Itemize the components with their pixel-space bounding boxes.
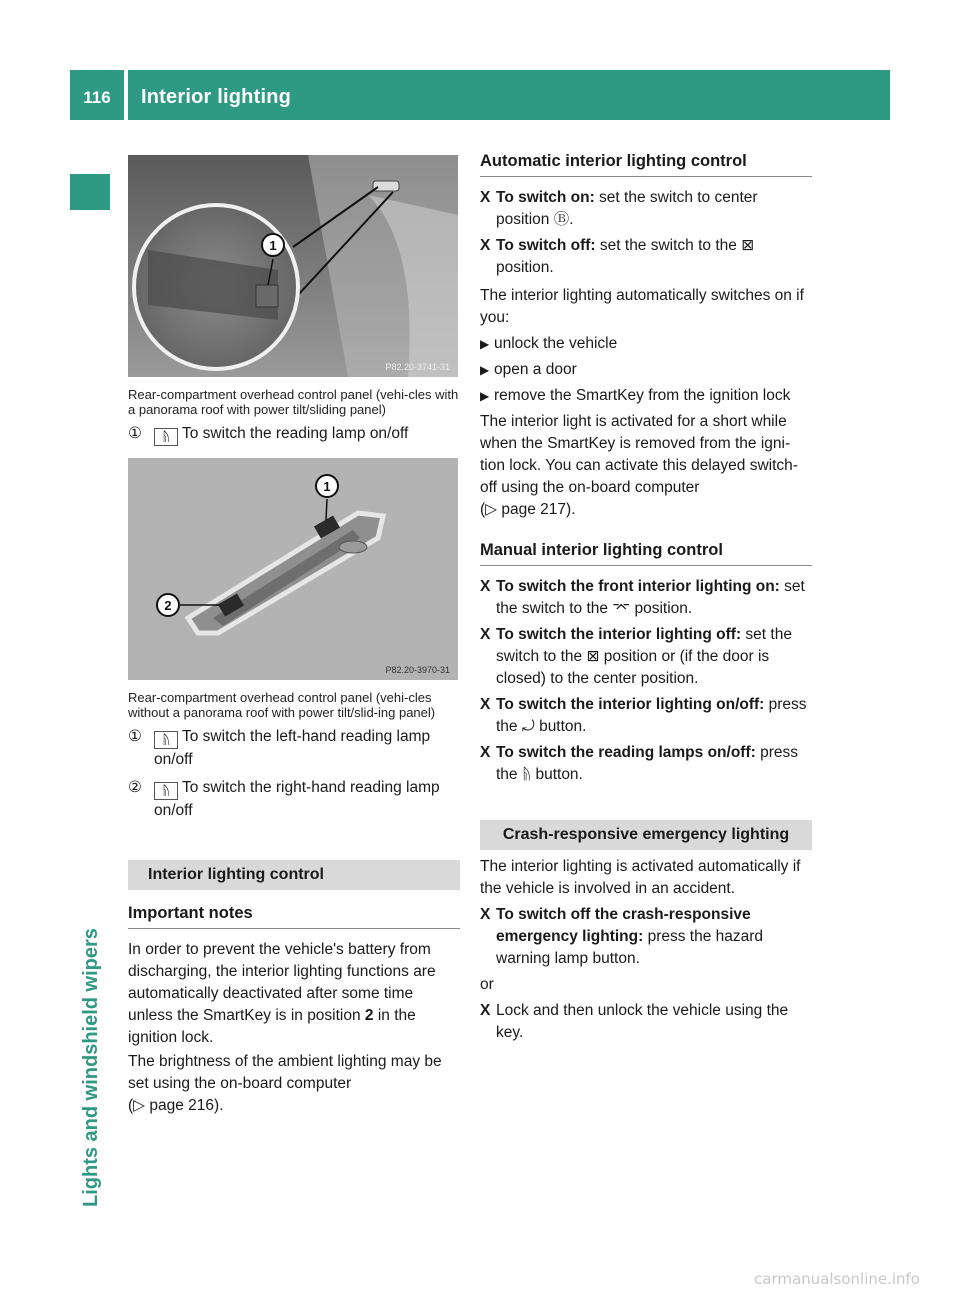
reading-lamp-icon: ᚥ [154, 782, 178, 800]
important-notes-paragraph-1: In order to prevent the vehicle's battery from discharging, the interior lighting functions are automatically deactivated after some time unless the SmartKey is in position 2 in the ignition lock. [128, 941, 436, 1046]
subheading-important-notes: Important notes [128, 902, 460, 929]
step-marker-icon: X [480, 626, 491, 643]
figure2-photo-code: P82.20-3970-31 [385, 665, 450, 675]
step-marker-icon: X [480, 578, 491, 595]
figure2-callout-2: 2 [164, 598, 172, 613]
reading-lamp-icon: ᚥ [154, 731, 178, 749]
figure1-legend-row-1 [128, 423, 460, 446]
watermark: carmanualsonline.info [754, 1270, 920, 1288]
legend-number: ② [128, 779, 142, 796]
bullet-icon: ▶ [480, 363, 490, 377]
step-lighting-toggle: X To switch the interior lighting on/off: press the ⤾ button. [480, 694, 812, 738]
figure2-legend-row-1 [128, 726, 460, 771]
step-marker-icon: X [480, 1002, 491, 1019]
step-marker-icon: X [480, 906, 491, 923]
chapter-title: Interior lighting [141, 86, 292, 108]
figure2-legend-row-2 [128, 777, 460, 822]
or-text: or [480, 976, 494, 993]
step-marker-icon: X [480, 189, 491, 206]
bullet-item: ▶ remove the SmartKey from the ignition lock [480, 385, 812, 407]
step-marker-icon: X [480, 696, 491, 713]
auto-paragraph-2: The interior light is activated for a short while when the SmartKey is removed from the igni-tion lock. You can activate this delayed switch-off using the on-board computer (▷ page 217). [480, 413, 798, 518]
section-heading-crash-lighting: Crash-responsive emergency lighting [480, 820, 812, 850]
heading-manual-lighting: Manual interior lighting control [480, 539, 812, 566]
figure1-photo-code: P82.20-3741-31 [385, 362, 450, 372]
legend-description: To switch the right-hand reading lamp on/off [154, 779, 440, 819]
page-number: 116 [83, 88, 111, 107]
right-column [480, 150, 812, 1044]
left-column [128, 155, 460, 1119]
legend-description: To switch the left-hand reading lamp on/off [154, 728, 431, 768]
sidebar-tab [70, 170, 110, 210]
reading-lamp-icon: ᚥ [154, 428, 178, 446]
figure1-callout-1: 1 [269, 238, 277, 253]
auto-paragraph: The interior lighting automatically switches on if you: [480, 287, 804, 326]
step-reading-lamps: X To switch the reading lamps on/off: press the ᚥ button. [480, 742, 812, 786]
figure-overhead-panel-standard [128, 458, 458, 680]
step-crash-off: X To switch off the crash-responsive emergency lighting: press the hazard warning lamp button. [480, 904, 812, 970]
important-notes-paragraph-2: The brightness of the ambient lighting may be set using the on-board computer (▷ page 216). [128, 1053, 442, 1114]
heading-automatic-lighting: Automatic interior lighting control [480, 150, 812, 177]
bullet-icon: ▶ [480, 389, 490, 403]
legend-number: ① [128, 728, 142, 745]
step-front-lighting-on: X To switch the front interior lighting on: set the switch to the ⌤ position. [480, 576, 812, 620]
figure1-caption: Rear-compartment overhead control panel (vehi-cles with a panorama roof with power tilt/sliding panel) [128, 387, 459, 417]
step-switch-on: X To switch on: set the switch to center position Ⓑ. [480, 187, 812, 231]
figure2-caption: Rear-compartment overhead control panel (vehi-cles without a panorama roof with power tilt/slid-ing panel) [128, 690, 436, 720]
step-marker-icon: X [480, 237, 491, 254]
bullet-item: ▶ open a door [480, 359, 812, 381]
figure-overhead-panel-panorama [128, 155, 458, 377]
legend-number: ① [128, 425, 142, 442]
crash-paragraph: The interior lighting is activated automatically if the vehicle is involved in an accident. [480, 858, 801, 897]
step-lock-unlock: X Lock and then unlock the vehicle using the key. [480, 1000, 812, 1044]
bullet-item: ▶ unlock the vehicle [480, 333, 812, 355]
step-marker-icon: X [480, 744, 491, 761]
section-heading-interior-lighting-control: Interior lighting control [128, 860, 460, 890]
bullet-icon: ▶ [480, 337, 490, 351]
header-divider [124, 70, 128, 120]
step-lighting-off: X To switch the interior lighting off: set the switch to the ⊠ position or (if the door is closed) to the center position. [480, 624, 812, 690]
sidebar-section-title: Lights and windshield wipers [80, 928, 102, 1207]
page-reference-link[interactable]: (▷ page 216). [128, 1097, 224, 1114]
page-reference-link[interactable]: (▷ page 217). [480, 501, 576, 518]
legend-description: To switch the reading lamp on/off [182, 425, 409, 442]
step-switch-off: X To switch off: set the switch to the ⊠ position. [480, 235, 812, 279]
figure2-callout-1: 1 [323, 479, 331, 494]
